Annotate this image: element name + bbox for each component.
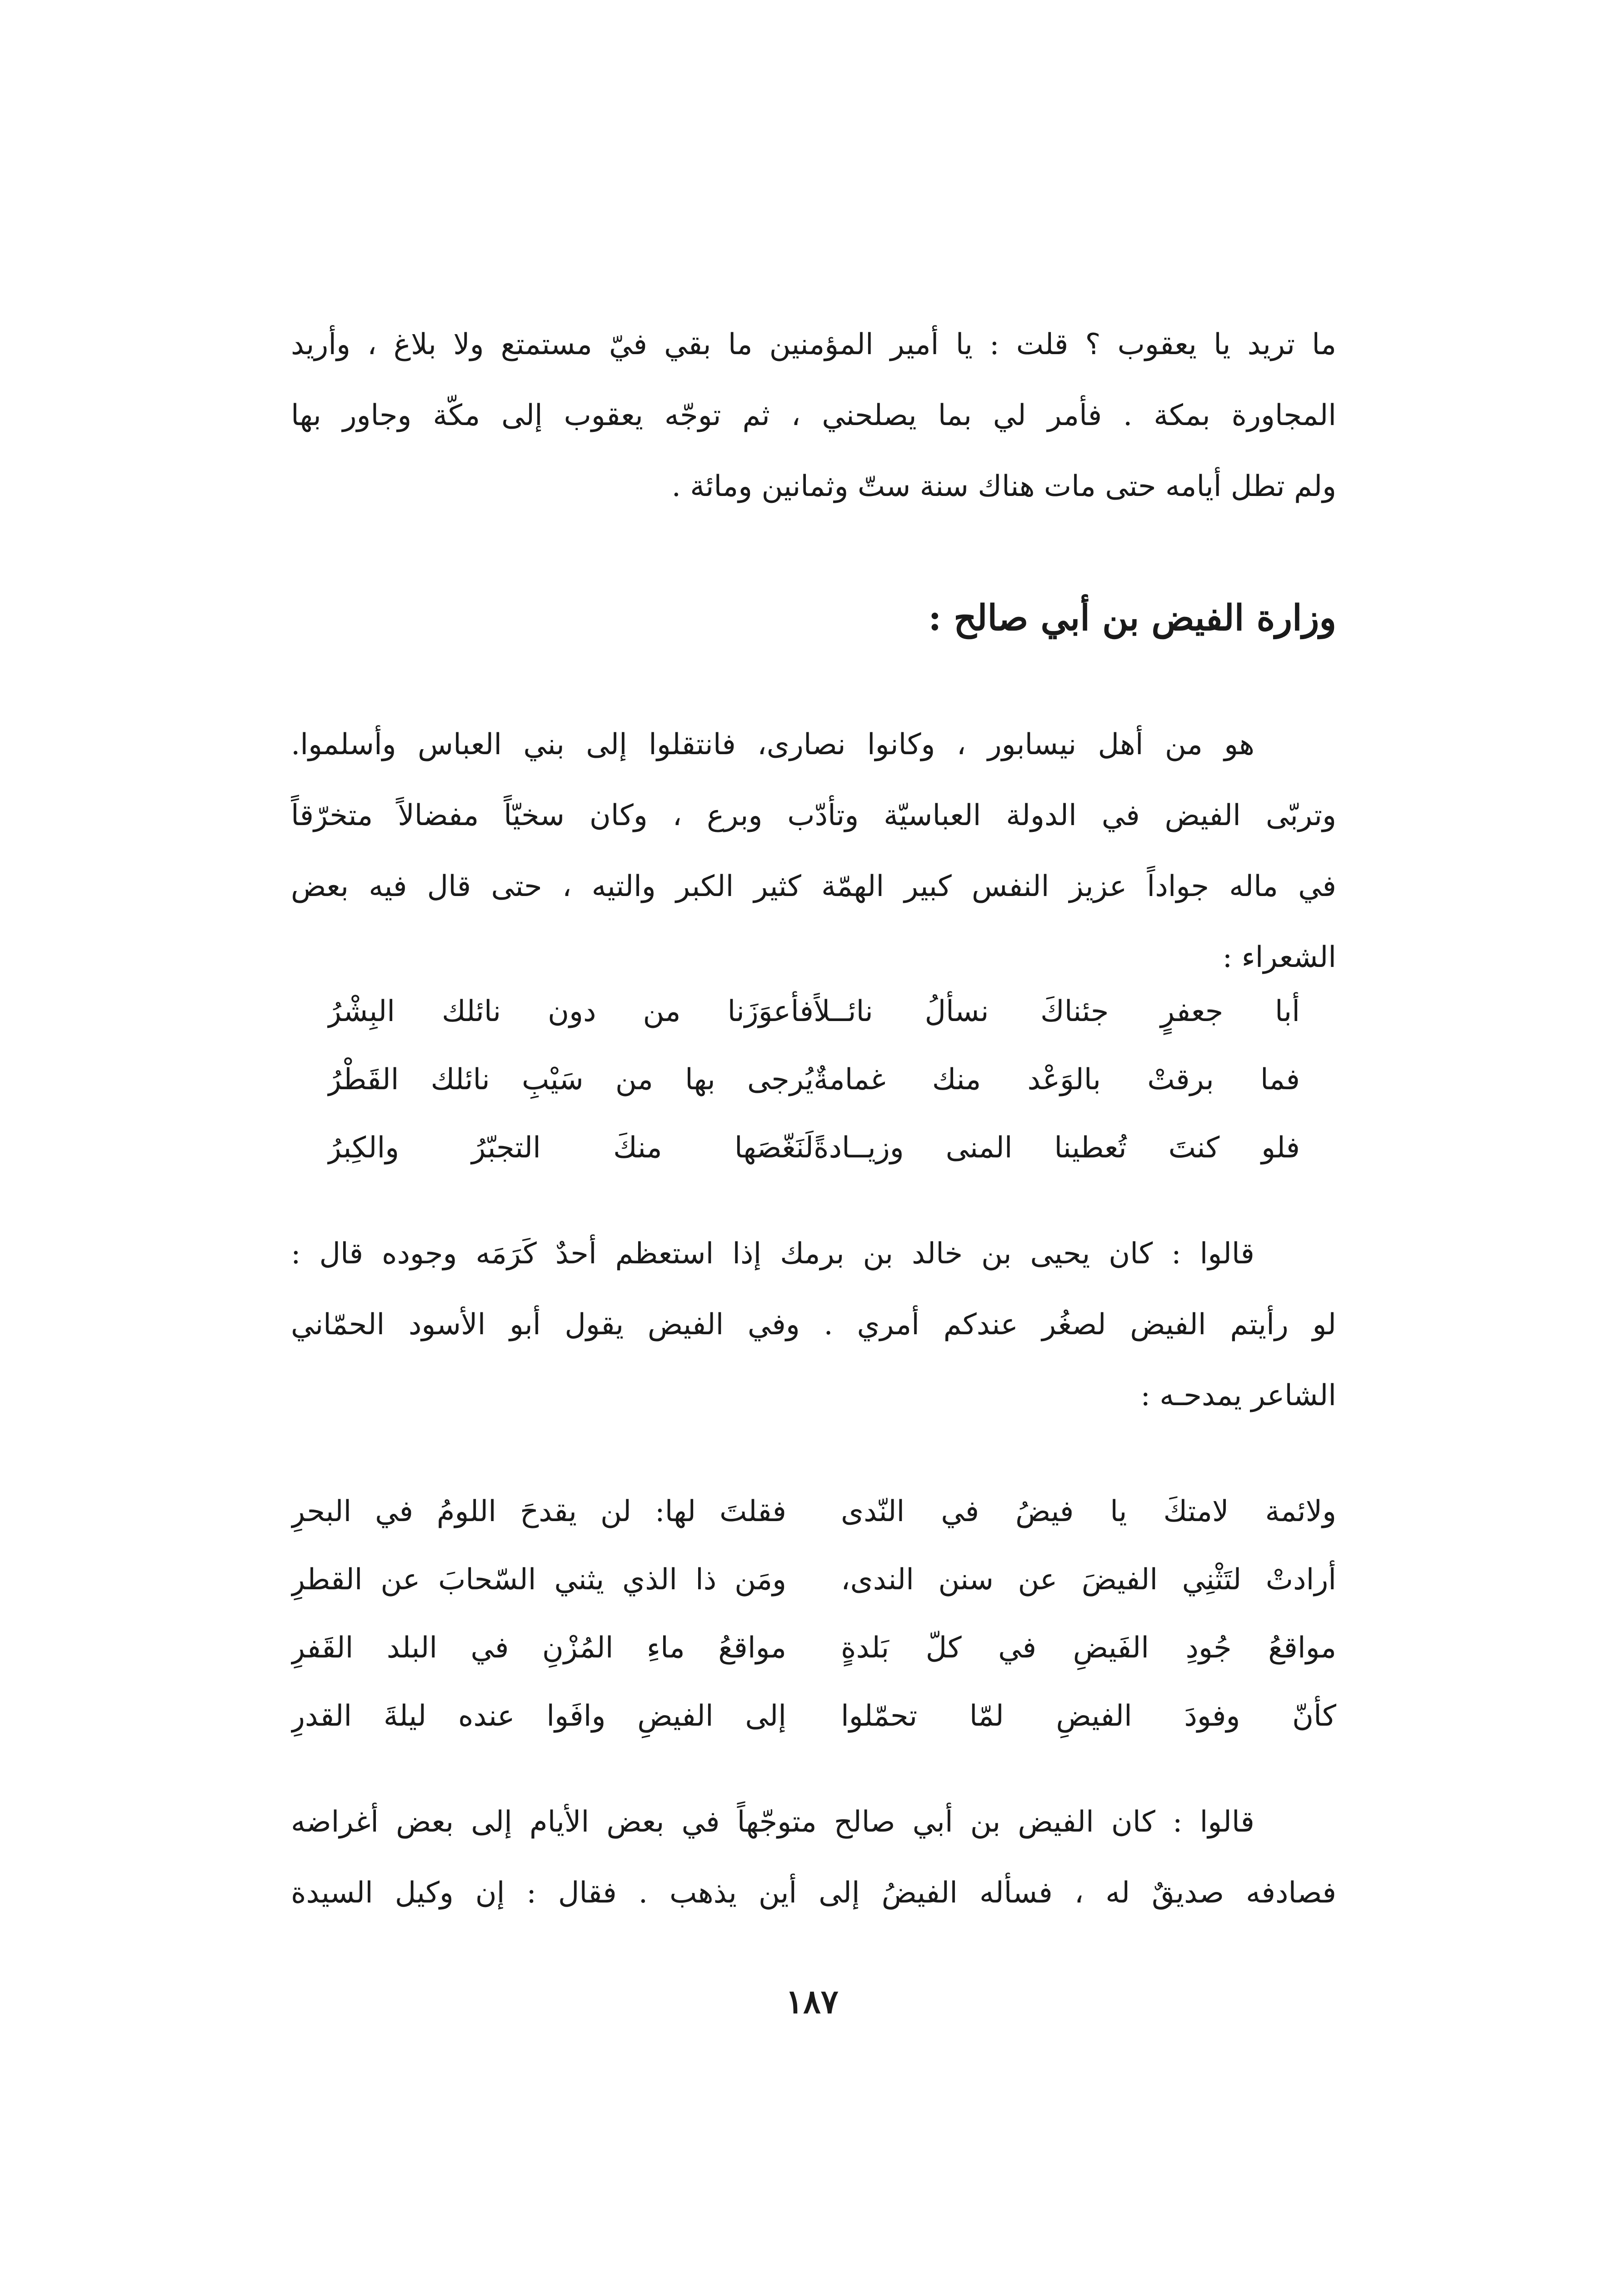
paragraph-4	[291, 1787, 1336, 1928]
section-heading: وزارة الفيض بن أبي صالح :	[928, 597, 1336, 639]
verse	[291, 1477, 1336, 1546]
text-line: المجاورة بمكة . فأمر لي بما يصلحني ، ثم توجّه يعقوب إلى مكّة وجاور بها	[291, 399, 1336, 432]
text-line: لو رأيتم الفيض لصغُر عندكم أمري . وفي الفيض يقول أبو الأسود الحمّاني	[291, 1308, 1336, 1342]
verse	[291, 1046, 1336, 1114]
verse	[291, 977, 1336, 1046]
verse	[291, 1546, 1336, 1614]
text-line: هو من أهل نيسابور ، وكانوا نصارى، فانتقلوا إلى بني العباس وأسلموا.	[291, 728, 1255, 761]
paragraph-2	[291, 709, 1336, 993]
verse-first-hemistich: فما برقتْ بالوَعْد منك غمامةٌ	[814, 1063, 1300, 1096]
text-line: قالوا : كان الفيض بن أبي صالح متوجّهاً في بعض الأيام إلى بعض أغراضه	[291, 1805, 1255, 1839]
verse	[291, 1682, 1336, 1750]
verse-first-hemistich: ولائمة لامتكَ يا فيضُ في النّدى	[841, 1495, 1336, 1528]
verse-first-hemistich: مواقعُ جُودِ الفَيضِ في كلّ بَلدةٍ	[841, 1631, 1336, 1665]
text-line: ما تريد يا يعقوب ؟ قلت : يا أمير المؤمنين ما بقي فيّ مستمتع ولا بلاغ ، وأريد	[291, 328, 1336, 361]
verse-first-hemistich: أبا جعفرٍ جئناكَ نسألُ نائــلاً	[814, 995, 1300, 1028]
verse-second-hemistich: يُرجى بها من سَيْبِ نائلك القَطْرُ	[327, 1063, 814, 1096]
text-line: فصادفه صديقٌ له ، فسأله الفيضُ إلى أين يذهب . فقال : إن وكيل السيدة	[291, 1876, 1336, 1910]
verse-first-hemistich: أرادتْ لتَثْنِي الفيضَ عن سنن الندى،	[841, 1563, 1336, 1597]
paragraph-1	[291, 309, 1336, 522]
verse-second-hemistich: إلى الفيضِ وافَوا عنده ليلةَ القدرِ	[291, 1699, 786, 1733]
text-line: قالوا : كان يحيى بن خالد بن برمك إذا استعظم أحدٌ كَرَمَه وجوده قال :	[291, 1237, 1254, 1271]
text-line: وتربّى الفيض في الدولة العباسيّة وتأدّب وبرع ، وكان سخيّاً مفضالاً متخرّقاً	[291, 799, 1336, 832]
text-line: الشعراء :	[1222, 941, 1336, 974]
verse-second-hemistich: ومَن ذا الذي يثني السّحابَ عن القطرِ	[291, 1563, 786, 1597]
text-line: الشاعر يمدحـه :	[1140, 1379, 1336, 1412]
verse-first-hemistich: كأنّ وفودَ الفيضِ لمّا تحمّلوا	[841, 1699, 1336, 1733]
text-line: ولم تطل أيامه حتى مات هناك سنة ستّ وثمانين ومائة .	[671, 470, 1336, 503]
verse-second-hemistich: مواقعُ ماءِ المُزْنِ في البلد القَفرِ	[291, 1631, 786, 1665]
verse	[291, 1614, 1336, 1682]
text-line: في ماله جواداً عزيز النفس كبير الهمّة كثير الكبر والتيه ، حتى قال فيه بعض	[291, 870, 1336, 903]
paragraph-3	[291, 1218, 1336, 1431]
verse-second-hemistich: لَنَغّصَها منكَ التجبّرُ والكِبرُ	[327, 1131, 814, 1165]
poem-2	[291, 1477, 1336, 1750]
verse-second-hemistich: فقلتَ لها: لن يقدحَ اللومُ في البحرِ	[291, 1495, 786, 1528]
poem-1	[291, 977, 1336, 1182]
verse	[291, 1114, 1336, 1182]
verse-second-hemistich: فأعوَزَنا من دون نائلك البِشْرُ	[327, 995, 814, 1028]
page-number: ١٨٧	[785, 1982, 839, 2021]
verse-first-hemistich: فلو كنتَ تُعطينا المنى وزيــادةً	[814, 1131, 1300, 1165]
